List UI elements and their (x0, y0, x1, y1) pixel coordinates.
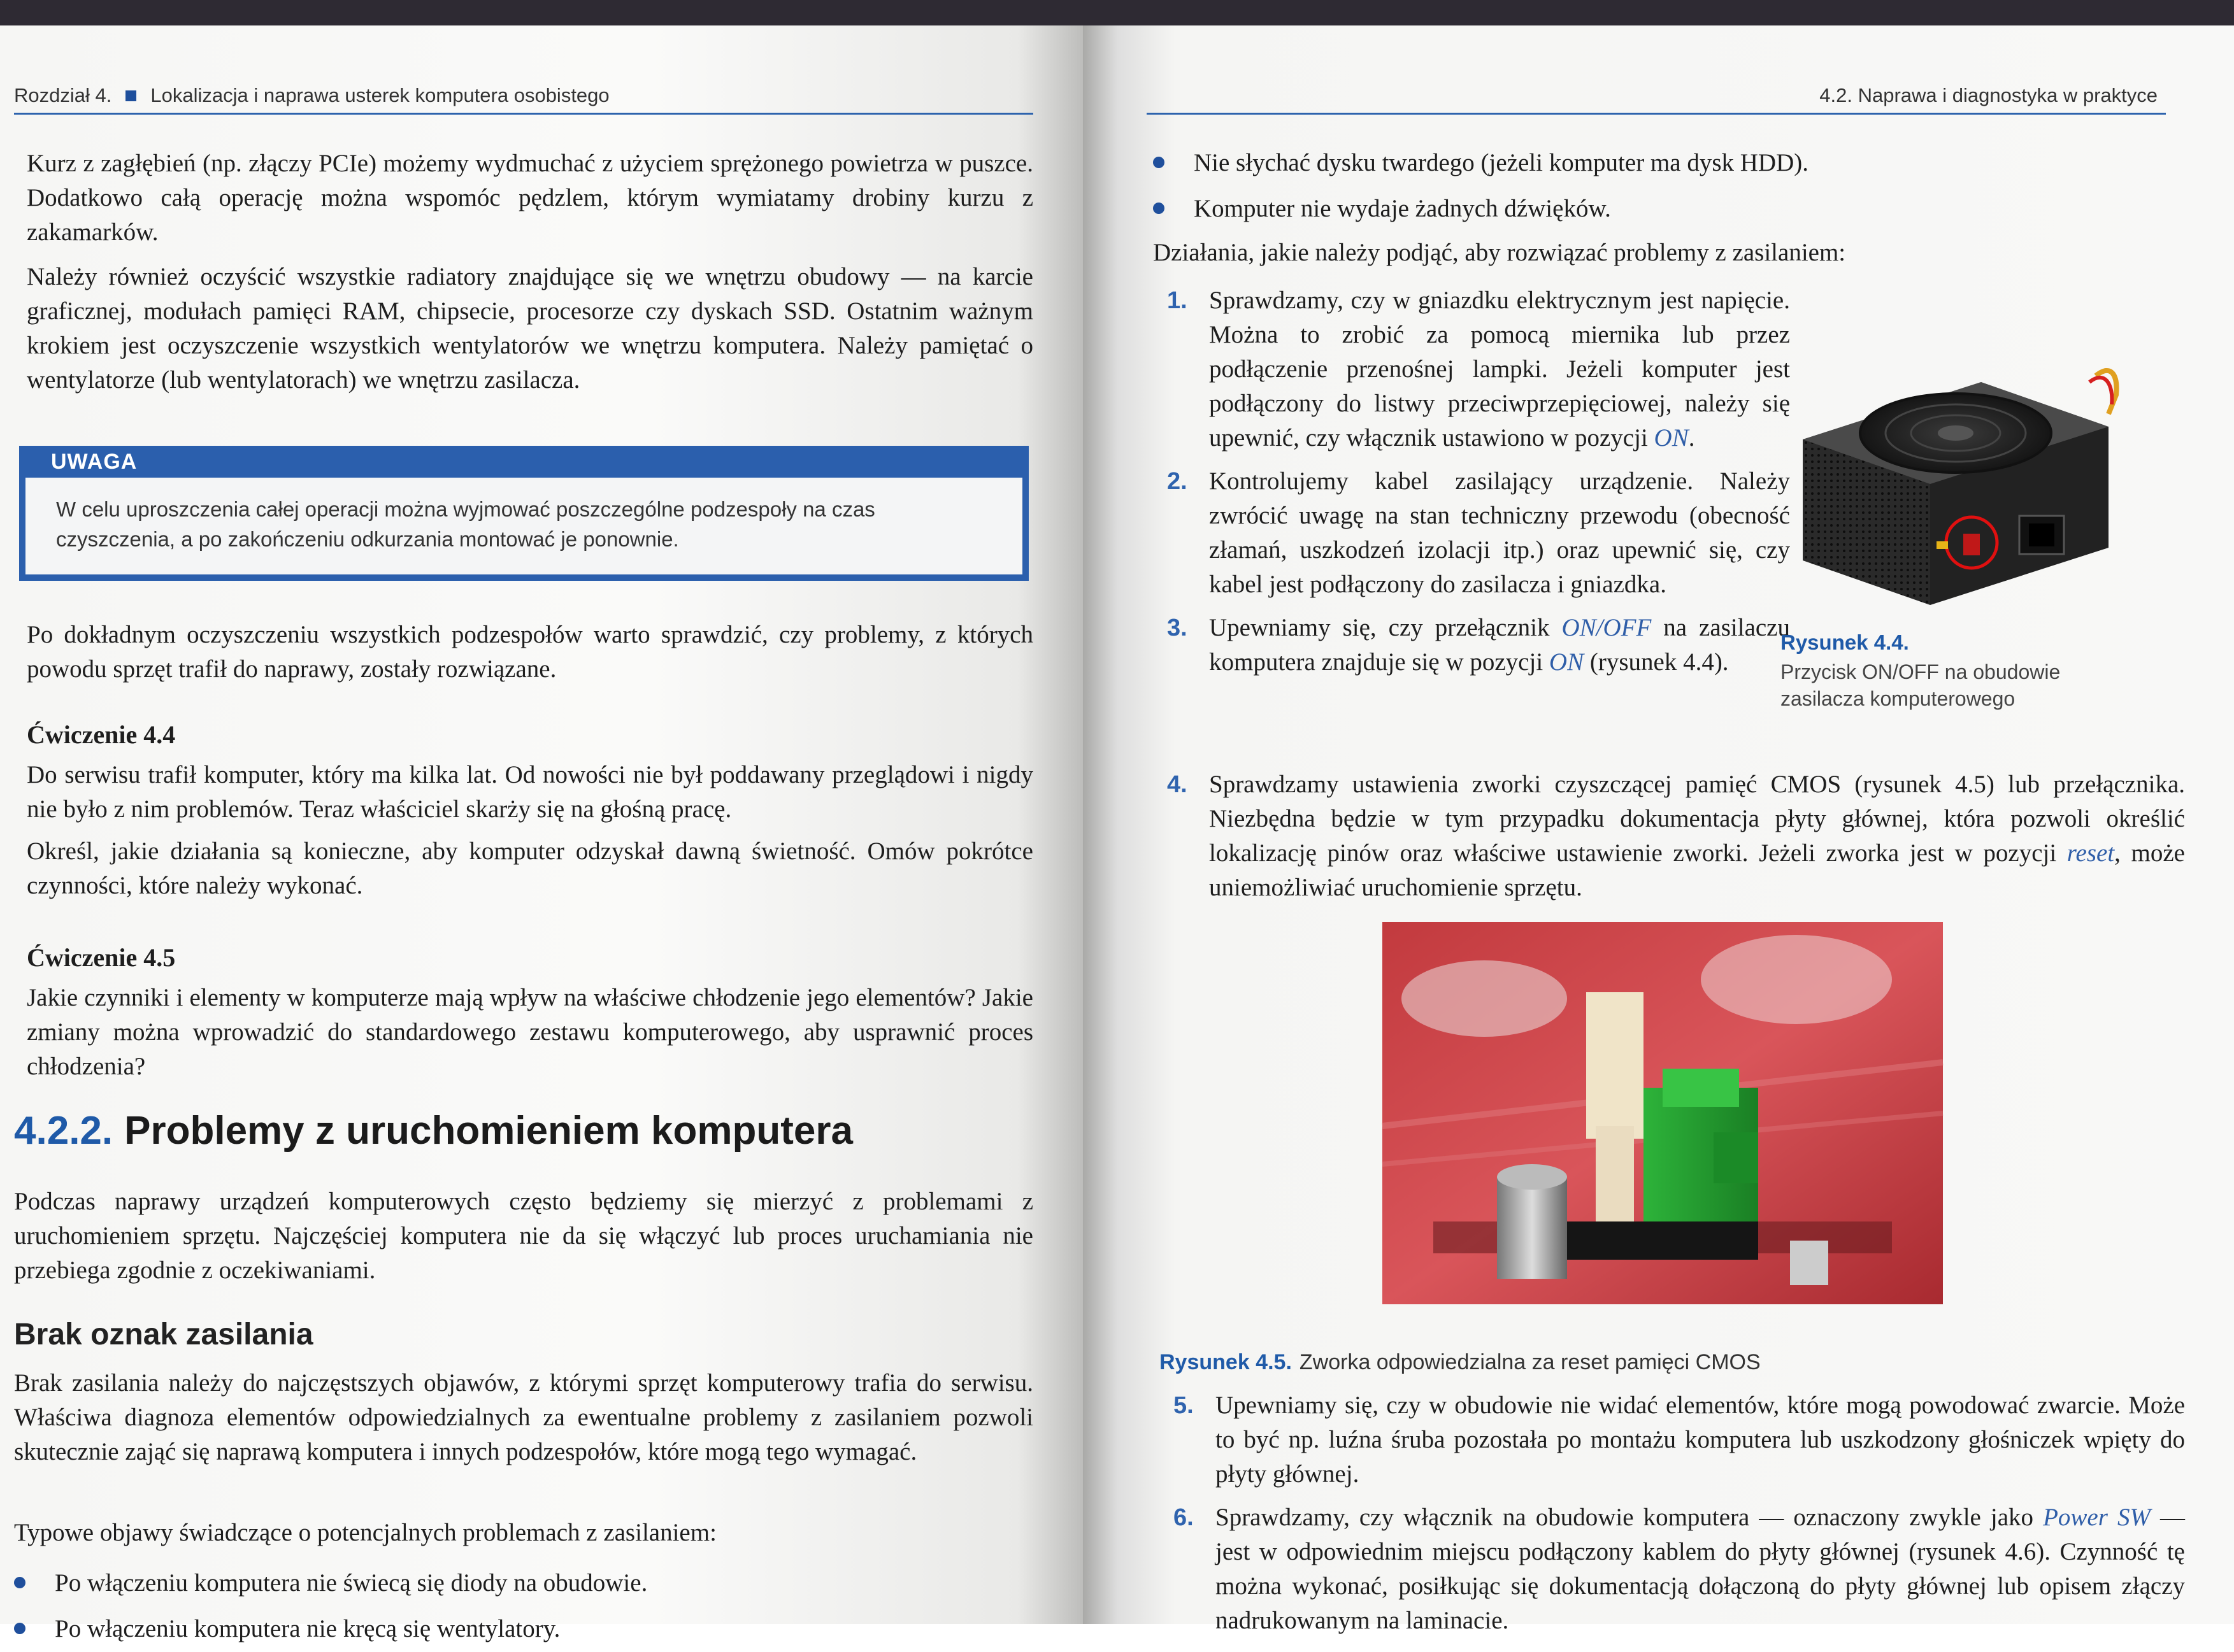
paragraph: Po dokładnym oczyszczeniu wszystkich podzespołów warto sprawdzić, czy problemy, z których powodu sprzęt trafił do naprawy, zostały rozwiązane. (27, 621, 1033, 683)
note-box (19, 446, 1029, 581)
paragraph: Działania, jakie należy podjąć, aby rozwiązać problemy z zasilaniem: (1153, 239, 1846, 266)
steps-list-top (1159, 283, 1790, 688)
list-item: Nie słychać dysku twardego (jeżeli komputer ma dysk HDD). (1153, 140, 2172, 186)
bullet-icon (14, 1577, 25, 1588)
list-item: 5. Upewniamy się, czy w obudowie nie widać elementów, które mogą powodować zwarcie. Może to być np. luźna śruba pozostała po montażu komputera lub uszkodzony głośniczek wpięty do płyty głównej. (1173, 1392, 2185, 1488)
list-item: Po włączeniu komputera nie kręcą się wentylatory. (14, 1606, 1033, 1652)
section-title: Problemy z uruchomieniem komputera (124, 1109, 853, 1153)
list-item: Po włączeniu komputera nie świecą się diody na obudowie. (14, 1560, 1033, 1606)
chapter-title: Lokalizacja i naprawa usterek komputera osobistego (150, 84, 610, 106)
symptom-list-continued (1153, 140, 2172, 232)
note-body (25, 478, 1022, 574)
paragraph: Brak zasilania należy do najczęstszych objawów, z którymi sprzęt komputerowy trafia do serwisu. Właściwa diagnoza elementów odpowiedzialnych za ewentualne problemy z zasilaniem pozwoli skutecznie zająć się naprawą komputera i innych podzespołów, które mogą tego wymagać. (14, 1369, 1033, 1465)
paragraph: Do serwisu trafił komputer, który ma kilka lat. Od nowości nie był poddawany przeglądowi i nigdy nie było z nim problemów. Teraz właściciel skarży się na głośną pracę. (27, 761, 1033, 823)
exercise-title: Ćwiczenie 4.5 (27, 943, 176, 972)
note-text: W celu uproszczenia całej operacji można wyjmować poszczególne podzespoły na czas czyszczenia, a po zakończeniu odkurzania montować je ponownie. (56, 497, 875, 551)
power-supply-photo (1790, 357, 2121, 611)
section-heading (14, 1108, 853, 1153)
figure-title: Rysunek 4.4. (1780, 630, 1909, 654)
chapter-label: Rozdział 4. (14, 84, 112, 106)
list-item: 4. Sprawdzamy ustawienia zworki czyszczącej pamięć CMOS (rysunek 4.5) lub przełącznika. Niezbędna będzie w tym przypadku dokumentacja płyty głównej, która pozwoli określić lokalizację pinów oraz właściwe ustawienie zworki. Jeżeli zworka jest w pozycji reset, może uniemożliwiać uruchomienie sprzętu. (1167, 771, 2185, 901)
figure-caption: Rysunek 4.5. Zworka odpowiedzialna za reset pamięci CMOS (1159, 1350, 1761, 1374)
right-page (1083, 25, 2234, 1634)
bullet-icon (14, 1623, 25, 1634)
running-head-right: 4.2. Naprawa i diagnostyka w praktyce (1819, 84, 2158, 106)
steps-list-middle (1159, 767, 2185, 914)
list-item: 3. Upewniamy się, czy przełącznik ON/OFF na zasilaczu komputera znajduje się w pozycji ON (rysunek 4.4). (1167, 614, 1790, 676)
scan-top-edge (0, 0, 2234, 25)
list-item: Komputer nie wydaje żadnych dźwięków. (1153, 186, 2172, 232)
note-label: UWAGA (51, 450, 138, 474)
running-head-left (14, 84, 610, 107)
list-item: 6. Sprawdzamy, czy włącznik na obudowie komputera — oznaczony zwykle jako Power SW — jest w odpowiednim miejscu podłączony kablem do płyty głównej (rysunek 4.6). Czynność tę można wykonać, posiłkując się dokumentacją dołączoną do płyty głównej lub opisem złączy nadrukowanym na laminacie. (1173, 1504, 2185, 1634)
exercise-title: Ćwiczenie 4.4 (27, 720, 176, 749)
header-rule (14, 113, 1033, 115)
paragraph: Określ, jakie działania są konieczne, aby komputer odzyskał dawną świetność. Omów pokrótce czynności, które należy wykonać. (27, 837, 1033, 899)
symptom-list (14, 1560, 1033, 1652)
header-rule (1147, 113, 2166, 115)
subsection-heading: Brak oznak zasilania (14, 1318, 313, 1351)
cmos-jumper-photo (1382, 922, 1943, 1304)
section-number: 4.2.2. (14, 1109, 113, 1153)
figure-description: Przycisk ON/OFF na obudowie zasilacza komputerowego (1780, 660, 2061, 710)
bullet-icon (1153, 157, 1164, 168)
paragraph: Jakie czynniki i elementy w komputerze mają wpływ na właściwe chłodzenie jego elementów? Jakie zmiany można wprowadzić do standardowego zestawu komputerowego, aby usprawnić proces chłodzenia? (27, 984, 1033, 1080)
steps-list-bottom (1166, 1388, 2185, 1647)
paragraph: Typowe objawy świadczące o potencjalnych problemach z zasilaniem: (14, 1519, 717, 1546)
list-item: 2. Kontrolujemy kabel zasilający urządzenie. Należy zwrócić uwagę na stan techniczny przewodu (obecność złamań, uszkodzeń izolacji itp.) oraz upewnić się, czy kabel jest podłączony do zasilacza i gniazdka. (1167, 467, 1790, 598)
left-page (0, 25, 1083, 1642)
paragraph: Kurz z zagłębień (np. złączy PCIe) możemy wydmuchać z użyciem sprężonego powietrza w puszce. Dodatkowo całą operację można wspomóc pędzlem, którym wymiatamy drobiny kurzu z zakamarków. (27, 150, 1033, 246)
list-item: 1. Sprawdzamy, czy w gniazdku elektrycznym jest napięcie. Można to zrobić za pomocą miernika lub przez podłączenie przenośnej lampki. Jeżeli komputer jest podłączony do listwy przeciwprzepięciowej, należy się upewnić, czy włącznik ustawiono w pozycji ON. (1167, 287, 1790, 452)
bullet-icon (1153, 203, 1164, 214)
paragraph: Podczas naprawy urządzeń komputerowych często będziemy się mierzyć z problemami z uruchomieniem sprzętu. Najczęściej komputera nie da się włączyć lub proces uruchamiania nie przebiega zgodnie z oczekiwaniami. (14, 1188, 1033, 1284)
paragraph: Należy również oczyścić wszystkie radiatory znajdujące się we wnętrzu obudowy — na karcie graficznej, modułach pamięci RAM, chipsecie, procesorze czy dyskach SSD. Ostatnim ważnym krokiem jest oczyszczenie wszystkich wentylatorów we wnętrzu komputera. Należy pamiętać o wentylatorze (lub wentylatorach) we wnętrzu zasilacza. (27, 263, 1033, 394)
square-bullet-icon (125, 90, 136, 101)
